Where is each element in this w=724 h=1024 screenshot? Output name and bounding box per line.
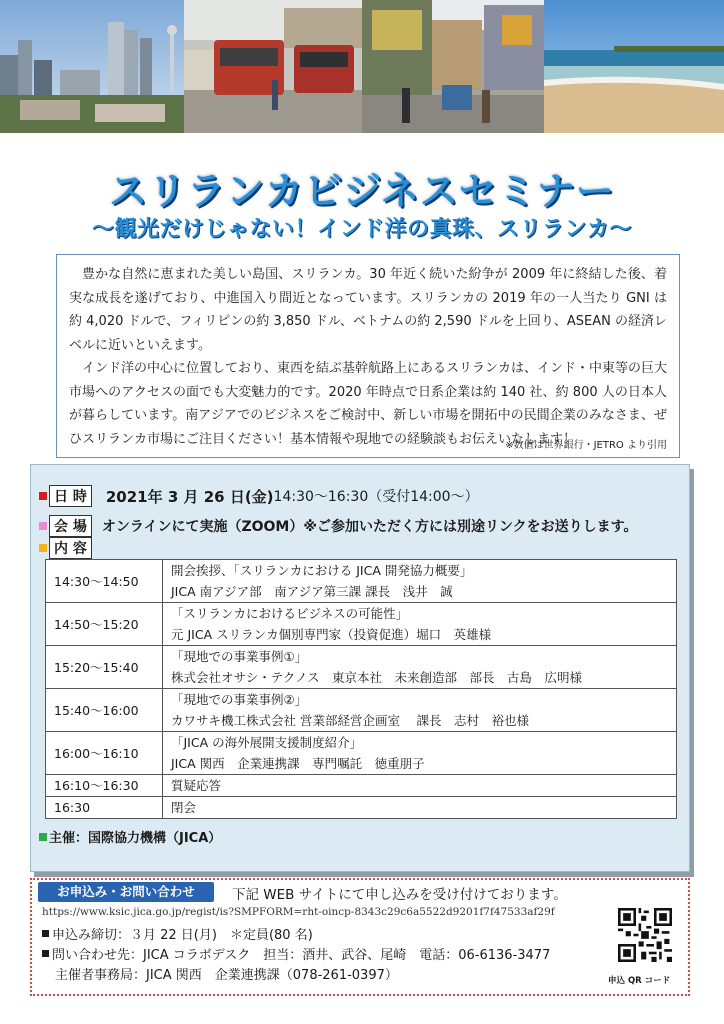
- pink-square-icon: [39, 522, 47, 530]
- schedule-table: [45, 559, 677, 819]
- host-text: 主催：国際協力機構（JICA）: [49, 831, 222, 846]
- venue-value: オンラインにて実施（ZOOM）※ご参加いただく方には別途リンクをお送りします。: [101, 519, 638, 535]
- schedule-item: [163, 646, 677, 689]
- schedule-item: [163, 689, 677, 732]
- orange-square-icon: [39, 544, 47, 552]
- host-row: [39, 827, 221, 846]
- page-subtitle: ～観光だけじゃない！インド洋の真珠、スリランカ～: [91, 217, 632, 242]
- schedule-time: 16:00～16:10: [46, 732, 163, 775]
- application-box: [30, 878, 690, 996]
- schedule-item-title: 「現地での事業事例①」: [171, 649, 308, 664]
- table-row: [46, 797, 677, 819]
- schedule-item-speaker: 元 JICA スリランカ個別専門家（投資促進）堀口 英雄様: [171, 627, 492, 642]
- venue-label: 会 場: [49, 515, 92, 537]
- green-square-icon: [39, 833, 47, 841]
- page-title: スリランカビジネスセミナー: [109, 169, 615, 213]
- deadline-text: 申込み締切：３月 22 日(月) ＊定員(80 名): [52, 928, 313, 943]
- table-row: [46, 689, 677, 732]
- content-label: 内 容: [49, 537, 92, 559]
- schedule-time: 15:20～15:40: [46, 646, 163, 689]
- colombo-city-skyline-photo: [0, 0, 184, 133]
- schedule-item-speaker: JICA 関西 企業連携課 専門嘱託 徳重朋子: [171, 756, 425, 771]
- schedule-time: 14:50～15:20: [46, 603, 163, 646]
- schedule-item: [163, 560, 677, 603]
- schedule-time: 14:30～14:50: [46, 560, 163, 603]
- date-value: 2021年 3 月 26 日(金): [105, 487, 274, 506]
- content-row: [39, 537, 92, 559]
- beach-photo: [544, 0, 724, 133]
- table-row: [46, 603, 677, 646]
- schedule-item-title: 質疑応答: [163, 775, 677, 797]
- apply-description: 下記 WEB サイトにて申し込みを受け付けております。: [232, 887, 567, 903]
- schedule-item-title: 開会挨拶、「スリランカにおける JICA 開発協力概要」: [171, 563, 473, 578]
- schedule-item-title: 閉会: [163, 797, 677, 819]
- venue-row: [39, 515, 638, 537]
- schedule-item-title: 「スリランカにおけるビジネスの可能性」: [171, 606, 409, 621]
- bus-station-photo: [184, 0, 362, 133]
- source-note: ※数値は世界銀行・JETRO より引用: [505, 440, 667, 451]
- schedule-time: 15:40～16:00: [46, 689, 163, 732]
- table-row: [46, 775, 677, 797]
- red-square-icon: [39, 492, 47, 500]
- office-text: 主催者事務局：JICA 関西 企業連携課（078-261-0397）: [55, 968, 398, 983]
- date-label: 日 時: [49, 485, 92, 507]
- intro-paragraph-1: 豊かな自然に恵まれた美しい島国、スリランカ。30 年近く続いた紛争が 2009 年に終結した後、着実な成長を遂げており、中進国入り間近となっています。スリランカの 2019 年の一人当たり GNI は約 4,020 ドルで、フィリピンの約 3,850 ドル、ベトナムの約 2,590 ドルを上回り、ASEAN の経済レベルに近いといえます。: [69, 267, 667, 353]
- date-row: [39, 485, 479, 507]
- time-value: 14:30～16:30（受付14:00～）: [273, 489, 479, 505]
- table-row: [46, 560, 677, 603]
- contact-line: [42, 944, 550, 963]
- qr-code-label: 申込 QR コード: [608, 976, 671, 986]
- schedule-item: [163, 732, 677, 775]
- schedule-item-speaker: JICA 南アジア部 南アジア第三課 課長 浅井 誠: [171, 584, 453, 599]
- street-market-photo: [362, 0, 544, 133]
- event-info-panel: [30, 464, 690, 872]
- schedule-time: 16:10～16:30: [46, 775, 163, 797]
- schedule-time: 16:30: [46, 797, 163, 819]
- schedule-item-title: 「JICA の海外展開支援制度紹介」: [171, 735, 363, 750]
- intro-box: [56, 254, 680, 458]
- apply-contact-tag: お申込み・お問い合わせ: [38, 882, 214, 902]
- office-line: [55, 964, 398, 983]
- registration-link[interactable]: https://www.ksic.jica.go.jp/regist/is?SMPFORM=rht-oincp-8343c29c6a5522d9201f7f47533af29f: [42, 906, 555, 918]
- table-row: [46, 732, 677, 775]
- schedule-item: [163, 603, 677, 646]
- schedule-item-title: 「現地での事業事例②」: [171, 692, 308, 707]
- photo-banner: [0, 0, 724, 133]
- contact-text: 問い合わせ先：JICA コラボデスク 担当：酒井、武谷、尾崎 電話：06-6136-3477: [52, 948, 551, 963]
- bullet-icon: [42, 930, 49, 937]
- intro-paragraph-2: インド洋の中心に位置しており、東西を結ぶ基幹航路上にあるスリランカは、インド・中東等の巨大市場へのアクセスの面でも大変魅力的です。2020 年時点で日系企業は約 140 社、約 800 人の日本人が暮らしています。南アジアでのビジネスをご検討中、新しい市場を開拓中の民間企業のみなさま、ぜひスリランカ市場にご注目ください！基本情報や現地での経験談もお伝えいたします！: [69, 361, 668, 447]
- qr-code-icon[interactable]: [618, 908, 672, 962]
- table-row: [46, 646, 677, 689]
- deadline-line: [42, 924, 313, 943]
- schedule-item-speaker: カワサキ機工株式会社 営業部経営企画室 課長 志村 裕也様: [171, 713, 529, 728]
- bullet-icon: [42, 950, 49, 957]
- schedule-item-speaker: 株式会社オサシ・テクノス 東京本社 未来創造部 部長 古島 広明様: [171, 670, 583, 685]
